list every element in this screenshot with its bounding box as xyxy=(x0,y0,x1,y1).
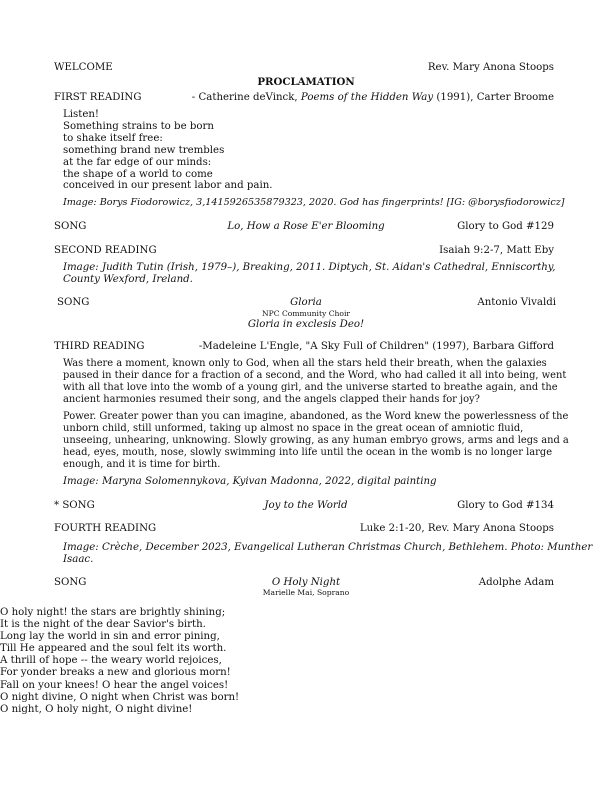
song3-ref: Glory to God #134 xyxy=(457,500,554,511)
lyric-line: O night, O holy night, O night divine! xyxy=(0,703,193,715)
fourth-reading-ref: Luke 2:1-20, Rev. Mary Anona Stoops xyxy=(359,523,554,534)
third-reading-paragraph-1 xyxy=(63,358,566,406)
poem-line: something brand new trembles xyxy=(63,144,225,156)
song4-lyrics xyxy=(0,607,612,716)
fourth-reading-image-credit: Image: Crèche, December 2023, Evangelical Lutheran Christmas Church, Bethlehem. Photo: Munther xyxy=(63,542,593,553)
second-reading-ref: Isaiah 9:2-7, Matt Eby xyxy=(439,245,554,256)
song4-label: SONG xyxy=(54,577,87,588)
attribution-prefix: - Catherine deVinck, xyxy=(191,92,301,103)
first-reading-attribution xyxy=(192,92,554,104)
poem-line: conceived in our present labor and pain. xyxy=(63,180,273,192)
attribution-title: Poems of the Hidden Way xyxy=(300,92,434,103)
paragraph-line: head, eyes, mouth, nose, slowly swimming into life until the ocean in the womb is no longer large xyxy=(63,446,553,458)
third-reading-attribution: -Madeleine L'Engle, "A Sky Full of Children" (1997), Barbara Gifford xyxy=(198,341,554,352)
song1-title: Lo, How a Rose E'er Blooming xyxy=(227,221,385,232)
lyric-line: Fall on your knees! O hear the angel voices! xyxy=(0,679,229,691)
paragraph-line: ancient harmonies resumed their song, and the angels clapped their hands for joy? xyxy=(63,393,480,405)
first-reading-image-credit: Image: Borys Fiodorowicz, 3,1415926535879323, 2020. God has fingerprints! [IG: @borysfiodorowicz] xyxy=(63,197,565,208)
second-reading-image-credit-cont: County Wexford, Ireland. xyxy=(63,274,193,285)
paragraph-line: with all that love into the womb of a young girl, and the universe started to breathe again, and the xyxy=(63,381,558,393)
song2-title: Gloria xyxy=(290,297,322,308)
song1-label: SONG xyxy=(54,221,87,232)
song2-composer: Antonio Vivaldi xyxy=(477,297,556,308)
poem-line: Listen! xyxy=(63,109,100,120)
lyric-line: A thrill of hope -- the weary world rejoices, xyxy=(0,655,222,667)
song3-label: * SONG xyxy=(54,500,95,511)
song2-subtitle: Gloria in exclesis Deo! xyxy=(247,319,365,330)
third-reading-paragraph-2 xyxy=(63,411,569,471)
lyric-line: O holy night! the stars are brightly shining; xyxy=(0,607,226,618)
poem-line: Something strains to be born xyxy=(63,120,214,132)
attribution-suffix: (1991), Carter Broome xyxy=(433,92,554,103)
fourth-reading-label: FOURTH READING xyxy=(54,523,157,534)
paragraph-line: unseeing, unhearing, unknowing. Slowly growing, as any human embryo grows, arms and legs and a xyxy=(63,434,569,446)
lyric-line: Till He appeared and the soul felt its worth. xyxy=(0,643,227,655)
fourth-reading-image-credit-cont: Isaac. xyxy=(63,554,94,565)
welcome-officiant: Rev. Mary Anona Stoops xyxy=(427,62,554,73)
second-reading-label: SECOND READING xyxy=(54,245,157,256)
song2-performer: NPC Community Choir xyxy=(261,309,351,318)
song4-composer: Adolphe Adam xyxy=(478,577,554,588)
poem-line: at the far edge of our minds: xyxy=(63,156,212,168)
song3-title: Joy to the World xyxy=(264,500,348,511)
lyric-line: For yonder breaks a new and glorious morn! xyxy=(0,667,231,679)
song1-ref: Glory to God #129 xyxy=(457,221,554,232)
third-reading-image-credit: Image: Maryna Solomennykova, Kyivan Madonna, 2022, digital painting xyxy=(63,476,437,487)
lyric-line: It is the night of the dear Savior's birth. xyxy=(0,619,206,631)
poem-line: to shake itself free: xyxy=(63,132,163,144)
paragraph-line: Was there a moment, known only to God, when all the stars held their breath, when the galaxies xyxy=(63,358,547,369)
song4-title: O Holy Night xyxy=(271,577,341,588)
paragraph-line: enough, and it is time for birth. xyxy=(63,458,221,470)
first-reading-label: FIRST READING xyxy=(54,92,142,103)
lyric-line: O night divine, O night when Christ was born! xyxy=(0,691,240,703)
second-reading-image-credit: Image: Judith Tutin (Irish, 1979–), Breaking, 2011. Diptych, St. Aidan's Cathedral, Enniscorthy, xyxy=(63,262,556,273)
song4-performer: Marielle Mai, Soprano xyxy=(262,588,350,597)
third-reading-label: THIRD READING xyxy=(54,341,145,352)
paragraph-line: unborn child, still unformed, taking up almost no space in the great ocean of amniotic fluid, xyxy=(63,422,524,434)
song2-label: SONG xyxy=(57,297,90,308)
paragraph-line: Power. Greater power than you can imagine, abandoned, as the Word knew the powerlessness of the xyxy=(63,411,569,422)
first-reading-poem xyxy=(63,109,273,192)
welcome-label: WELCOME xyxy=(54,62,113,73)
proclamation-heading: PROCLAMATION xyxy=(257,76,355,88)
poem-line: the shape of a world to come xyxy=(63,168,213,180)
paragraph-line: paused in their dance for a fraction of a second, and the Word, who had called it all into being, went xyxy=(63,369,567,381)
lyric-line: Long lay the world in sin and error pining, xyxy=(0,631,220,643)
